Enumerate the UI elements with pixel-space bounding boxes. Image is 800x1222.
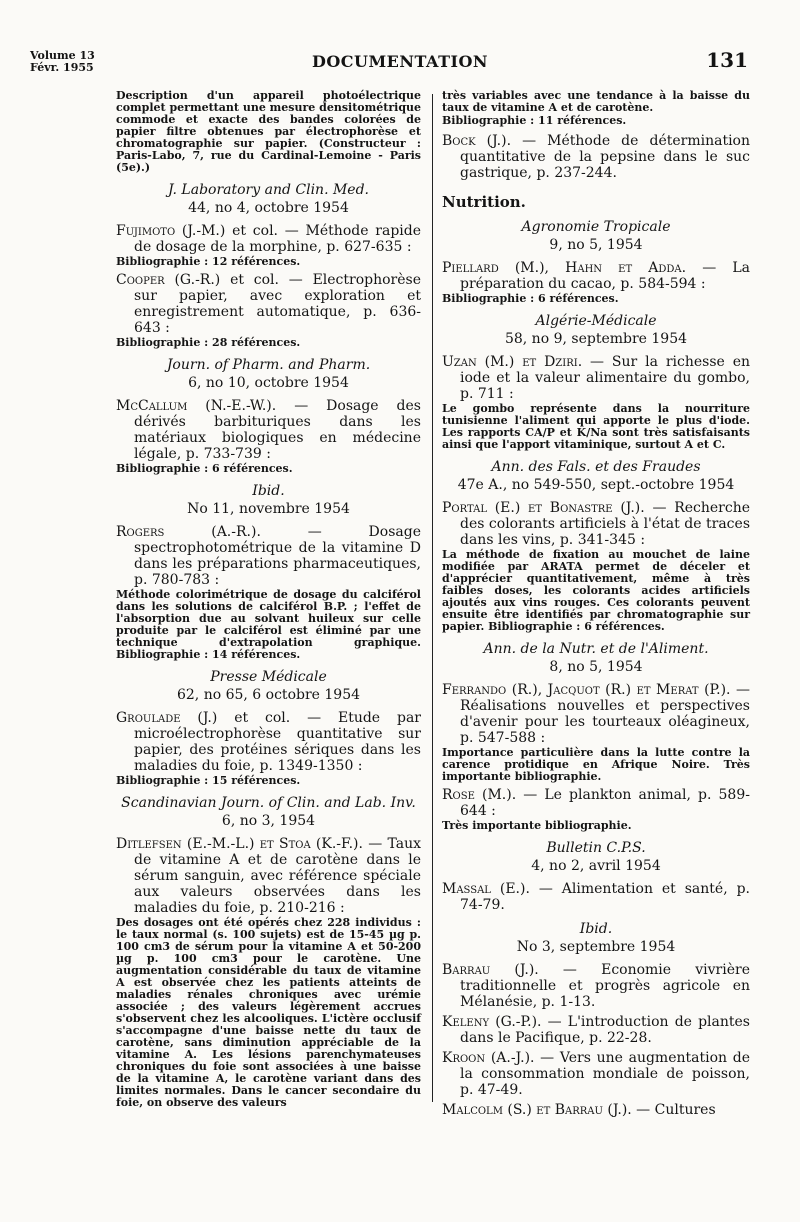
entry-author: Bock (J.): [442, 133, 507, 149]
entry-note: Bibliographie : 11 références.: [442, 114, 627, 127]
entry-text: et col. — Electrophorèse sur papier, avec exploration et enregistrement automatique, p. 636-643 :: [134, 272, 421, 336]
bibliography-entry: [442, 682, 750, 783]
entry-text: . — Sur la richesse en iode et la valeur alimentaire du gombo, p. 711 :: [460, 354, 750, 402]
bibliography-entry: [442, 260, 750, 305]
journal-title: Journ. of Pharm. and Pharm.: [166, 357, 371, 373]
entry-text: . — Vers une augmentation de la consommation mondiale de poisson, p. 47-49.: [460, 1050, 750, 1098]
journal-title: Ibid.: [579, 921, 613, 937]
journal-title: Ibid.: [252, 483, 285, 499]
bibliography-entry: [442, 354, 750, 451]
page-title: DOCUMENTATION: [311, 52, 489, 71]
entry-note: Très importante bibliographie.: [442, 819, 632, 832]
bibliography-entry: [442, 881, 750, 913]
right-column: [442, 90, 750, 1210]
entry-note: Le gombo représente dans la nourriture tunisienne l'aliment qui apporte le plus d'iode. Les rapports CA/P et K/Na sont très satisfaisants ainsi que l'apport vitaminique, surtout A et C.: [442, 402, 750, 451]
entry-text: . — La préparation du cacao, p. 584-594 :: [460, 260, 750, 292]
bibliography-entry: [116, 272, 421, 349]
entry-author: Fujimoto (J.-M.): [116, 223, 226, 239]
entry-text: . — Dosage spectrophotométrique de la vitamine D dans les préparations pharmaceutiques, p. 780-783 :: [134, 524, 421, 588]
journal-title: Scandinavian Journ. of Clin. and Lab. Inv.: [121, 795, 416, 811]
journal-title: Ann. de la Nutr. et de l'Aliment.: [483, 641, 709, 657]
journal-issue: 47e A., no 549-550, sept.-octobre 1954: [457, 477, 735, 493]
journal-issue: No 11, novembre 1954: [187, 501, 350, 517]
entry-author: Kroon (A.-J.): [442, 1050, 531, 1066]
section-heading: Nutrition.: [442, 193, 526, 211]
bibliography-entry: [116, 223, 421, 268]
page-number: 131: [706, 48, 748, 72]
column-divider: [432, 94, 433, 1102]
bibliography-entry: [442, 1102, 750, 1118]
entry-note: La méthode de fixation au mouchet de laine modifiée par ARATA permet de déceler et d'apprécier quantitativement, même à très faibles doses, les colorants acides artificiels ajoutés aux vins rouges. Ces colorants peuvent ensuite être identifiés par chromatographie sur papier. Bibliographie : 6 références.: [442, 548, 750, 633]
entry-author: Groulade (J.): [116, 710, 218, 726]
journal-title: J. Laboratory and Clin. Med.: [168, 182, 369, 198]
journal-title: Algérie-Médicale: [535, 313, 657, 329]
date-line: Févr. 1955: [30, 61, 94, 74]
entry-author: Keleny (G.-P.): [442, 1014, 538, 1030]
journal-title: Agronomie Tropicale: [521, 219, 671, 235]
entry-text: et col. — Méthode rapide de dosage de la morphine, p. 627-635 :: [134, 223, 422, 255]
entry-text: . — L'introduction de plantes dans le Pacifique, p. 22-28.: [460, 1014, 750, 1046]
journal-issue: 44, no 4, octobre 1954: [188, 200, 349, 216]
left-column: [116, 90, 421, 1210]
bibliography-entry: [442, 1050, 750, 1098]
journal-title: Presse Médicale: [210, 669, 327, 685]
entry-note: Bibliographie : 6 références.: [116, 462, 293, 475]
entry-note: Des dosages ont été opérés chez 228 individus : le taux normal (s. 100 sujets) est de 15-45 µg p. 100 cm3 de sérum pour la vitamine A et 50-200 µg p. 100 cm3 pour le carotène. Une augmentation considérable du taux de vitamine A est observée chez les patients atteints de maladies rénales chroniques avec urémie associée ; des valeurs légèrement accrues s'observent chez les alcooliques. L'ictère occlusif s'accompagne d'une baisse nette du taux de carotène, sans diminution appréciable de la vitamine A. Les lésions parenchymateuses chroniques du foie sont associées à une baisse de la vitamine A, le carotène variant dans des limites normales. Dans le cancer secondaire du foie, on observe des valeurs: [116, 916, 421, 1109]
entry-text: . — Dosage des dérivés barbituriques dans les matériaux biologiques en médecine légale, p. 733-739 :: [134, 398, 421, 462]
bibliography-entry: [442, 1014, 750, 1046]
entry-author: Ditlefsen (E.-M.-L.) et Stoa (K.-F.): [116, 836, 359, 852]
entry-author: Malcolm (S.) et Barrau (J.): [442, 1102, 628, 1118]
entry-text: et col. — Etude par microélectrophorèse quantitative sur papier, des protéines sériques dans les maladies du foie, p. 1349-1350 :: [134, 710, 421, 774]
entry-text: . — Taux de vitamine A et de carotène dans le sérum sanguin, avec référence spéciale aux valeurs observées dans les maladies du foie, p. 210-216 :: [134, 836, 421, 916]
journal-title: Bulletin C.P.S.: [546, 840, 646, 856]
entry-author: Portal (E.) et Bonastre (J.): [442, 500, 641, 516]
journal-issue: 9, no 5, 1954: [549, 237, 643, 253]
entry-author: Rose (M.): [442, 787, 512, 803]
journal-issue: No 3, septembre 1954: [516, 939, 676, 955]
bibliography-entry: [116, 398, 421, 475]
intro-paragraph: Description d'un appareil photoélectrique complet permettant une mesure densitométrique commode et exacte des bandes colorées de papier filtre obtenues par électrophorèse et chromatographie sur papier. (Constructeur : Paris-Labo, 7, rue du Cardinal-Lemoine - Paris (5e).): [116, 89, 421, 174]
entry-author: Piellard (M.), Hahn et Adda: [442, 260, 682, 276]
journal-issue: 62, no 65, 6 octobre 1954: [176, 687, 361, 703]
entry-note: Bibliographie : 28 références.: [116, 336, 301, 349]
bibliography-entry: [442, 133, 750, 181]
journal-issue: 6, no 10, octobre 1954: [188, 375, 349, 391]
entry-text: . — Méthode de détermination quantitative de la pepsine dans le suc gastrique, p. 237-244.: [460, 133, 750, 181]
bibliography-entry: [116, 836, 421, 1109]
journal-issue: 58, no 9, septembre 1954: [504, 331, 688, 347]
entry-note: Bibliographie : 12 références.: [116, 255, 301, 268]
journal-issue: 4, no 2, avril 1954: [531, 858, 661, 874]
bibliography-entry: [442, 500, 750, 633]
entry-author: McCallum (N.-E.-W.): [116, 398, 272, 414]
journal-title: Ann. des Fals. et des Fraudes: [491, 459, 701, 475]
entry-text: . — Réalisations nouvelles et perspectives d'avenir pour les tourteaux oléagineux, p. 547-588 :: [460, 682, 750, 746]
volume-line: Volume 13: [30, 49, 95, 62]
entry-author: Barrau (J.): [442, 962, 535, 978]
entry-text: . — Economie vivrière traditionnelle et progrès agricole en Mélanésie, p. 1-13.: [460, 962, 750, 1010]
entry-note: Bibliographie : 6 références.: [442, 292, 619, 305]
entry-note: Bibliographie : 15 références.: [116, 774, 301, 787]
entry-author: Massal (E.): [442, 881, 526, 897]
entry-text: . — Recherche des colorants artificiels à l'état de traces dans les vins, p. 341-345 :: [460, 500, 751, 548]
entry-author: Uzan (M.) et Dziri: [442, 354, 578, 370]
entry-author: Cooper (G.-R.): [116, 272, 221, 288]
bibliography-entry: [116, 524, 421, 661]
bibliography-entry: [442, 962, 750, 1010]
entry-note: Méthode colorimétrique de dosage du calciférol dans les solutions de calciférol B.P. ; l'effet de l'absorption due au solvant huileux sur celle produite par le calciférol est éliminé par une technique d'extrapolation graphique. Bibliographie : 14 références.: [116, 588, 421, 661]
bibliography-entry: [116, 710, 421, 787]
bibliography-entry: [442, 787, 750, 832]
entry-note: Importance particulière dans la lutte contre la carence protidique en Afrique Noire. Très importante bibliographie.: [442, 746, 750, 783]
entry-author: Ferrando (R.), Jacquot (R.) et Merat (P.): [442, 682, 727, 698]
entry-text: . — Alimentation et santé, p. 74-79.: [460, 881, 750, 913]
journal-issue: 6, no 3, 1954: [221, 813, 316, 829]
journal-issue: 8, no 5, 1954: [549, 659, 643, 675]
page-header: [0, 50, 800, 80]
entry-author: Rogers (A.-R.): [116, 524, 257, 540]
entry-text: . — Le plankton animal, p. 589-644 :: [460, 787, 750, 819]
entry-text: . — Cultures: [627, 1102, 716, 1118]
continued-paragraph: très variables avec une tendance à la baisse du taux de vitamine A et de carotène.: [442, 89, 750, 114]
